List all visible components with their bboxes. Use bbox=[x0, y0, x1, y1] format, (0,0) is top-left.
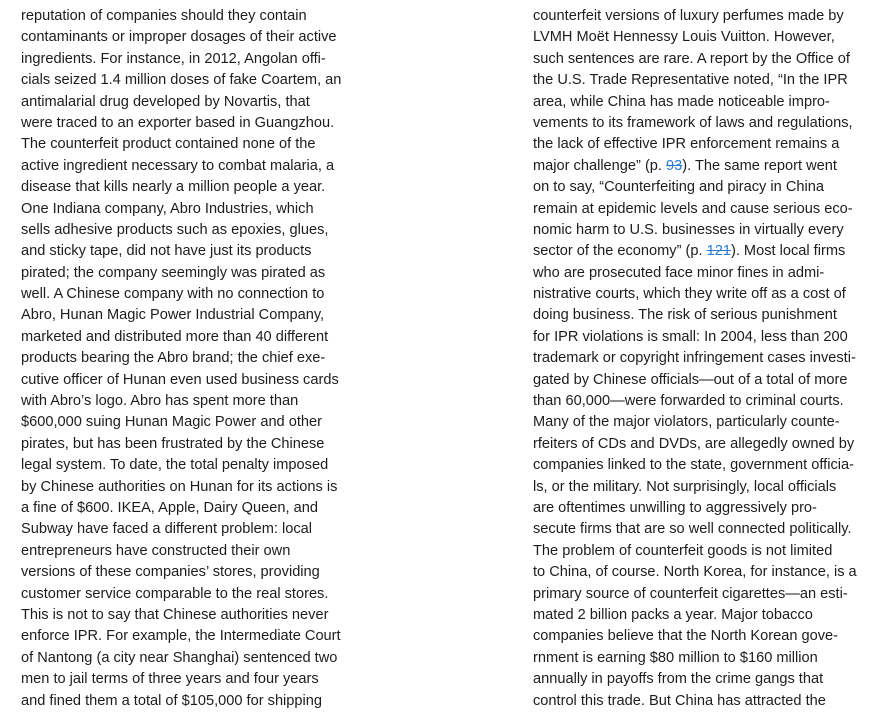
text-line: rnment is earning $80 million to $160 million bbox=[533, 649, 818, 666]
text-line: Subway have faced a different problem: local bbox=[21, 521, 312, 538]
text-line: rfeiters of CDs and DVDs, are allegedly owned by bbox=[533, 435, 855, 452]
text-line: well. A Chinese company with no connection to bbox=[21, 286, 325, 303]
text-line: nistrative courts, which they write off as a cost of bbox=[533, 286, 846, 303]
text-line: entrepreneurs have constructed their own bbox=[21, 542, 291, 559]
text-line: marketed and distributed more than 40 different bbox=[21, 328, 329, 345]
text-line: Abro, Hunan Magic Power Industrial Company, bbox=[21, 307, 325, 324]
text-line: mated 2 billion packs a year. Major tobacco bbox=[533, 606, 813, 623]
text-line: trademark or copyright infringement cases investi- bbox=[533, 350, 856, 367]
text-line: the lack of effective IPR enforcement remains a bbox=[533, 136, 840, 153]
text-line: contaminants or improper dosages of their active bbox=[21, 29, 337, 46]
text-line: a fine of $600. IKEA, Apple, Dairy Queen, and bbox=[21, 499, 318, 516]
text-line: than 60,000—were forwarded to criminal courts. bbox=[533, 393, 844, 410]
text-line: by Chinese authorities on Hunan for its actions is bbox=[21, 478, 338, 495]
text-line: vements to its framework of laws and regulations, bbox=[533, 114, 853, 131]
text-line: to China, of course. North Korea, for instance, is a bbox=[533, 564, 857, 581]
text-segment: major challenge” (p. bbox=[533, 157, 667, 174]
text-line: This is not to say that Chinese authorities never bbox=[21, 606, 329, 623]
text-line: legal system. To date, the total penalty imposed bbox=[21, 457, 329, 474]
text-line: were traced to an exporter based in Guangzhou. bbox=[21, 114, 335, 131]
text-line: primary source of counterfeit cigarettes—an esti- bbox=[533, 585, 848, 602]
text-line: are oftentimes unwilling to aggressively pro- bbox=[533, 499, 817, 516]
page-reference-link[interactable]: 93 bbox=[666, 157, 683, 174]
text-line: with Abro’s logo. Abro has spent more than bbox=[21, 393, 299, 410]
text-line: ingredients. For instance, in 2012, Angolan offi- bbox=[21, 50, 326, 67]
text-line: Many of the major violators, particularly counte- bbox=[533, 414, 840, 431]
text-line: sells adhesive products such as epoxies, glues, bbox=[21, 221, 329, 238]
text-line: antimalarial drug developed by Novartis, that bbox=[21, 93, 310, 110]
text-line: counterfeit versions of luxury perfumes made by bbox=[533, 8, 844, 24]
text-line: on to say, “Counterfeiting and piracy in China bbox=[533, 179, 824, 196]
text-line: cutive officer of Hunan even used business cards bbox=[21, 371, 339, 388]
page-reference-link[interactable]: 121 bbox=[706, 243, 731, 260]
text-line: secute firms that are so well connected politically. bbox=[533, 521, 852, 538]
text-line: One Indiana company, Abro Industries, which bbox=[21, 200, 314, 217]
text-line: control this trade. But China has attracted the bbox=[533, 692, 826, 709]
text-line: The problem of counterfeit goods is not limited bbox=[533, 542, 833, 559]
left-text-column bbox=[21, 6, 361, 712]
right-text-column bbox=[533, 6, 873, 712]
text-line: LVMH Moët Hennessy Louis Vuitton. However, bbox=[533, 29, 835, 46]
text-line: cials seized 1.4 million doses of fake Coartem, an bbox=[21, 72, 342, 89]
text-line: companies linked to the state, government officia- bbox=[533, 457, 854, 474]
text-line: nomic harm to U.S. businesses in virtually every bbox=[533, 221, 844, 238]
text-line: and fined them a total of $105,000 for shipping bbox=[21, 692, 323, 709]
text-line: pirated; the company seemingly was pirated as bbox=[21, 264, 326, 281]
text-line: remain at epidemic levels and cause serious eco- bbox=[533, 200, 853, 217]
text-line-with-reference bbox=[533, 241, 873, 262]
text-line: ls, or the military. Not surprisingly, local officials bbox=[533, 478, 837, 495]
text-line: gated by Chinese officials—out of a total of more bbox=[533, 371, 848, 388]
text-line: annually in payoffs from the crime gangs that bbox=[533, 671, 824, 688]
text-line: reputation of companies should they contain bbox=[21, 8, 307, 24]
text-line: customer service comparable to the real stores. bbox=[21, 585, 329, 602]
text-line: companies believe that the North Korean gove- bbox=[533, 628, 839, 645]
text-line: men to jail terms of three years and four years bbox=[21, 671, 319, 688]
text-line: and sticky tape, did not have just its products bbox=[21, 243, 312, 260]
text-line: versions of these companies’ stores, providing bbox=[21, 564, 320, 581]
text-line: disease that kills nearly a million people a year. bbox=[21, 179, 326, 196]
text-line: pirates, but has been frustrated by the Chinese bbox=[21, 435, 325, 452]
text-line: active ingredient necessary to combat malaria, a bbox=[21, 157, 335, 174]
text-line: of Nantong (a city near Shanghai) sentenced two bbox=[21, 649, 338, 666]
text-segment: ). The same report went bbox=[682, 157, 837, 174]
text-line-with-reference bbox=[533, 156, 873, 177]
text-line: area, while China has made noticeable impro- bbox=[533, 93, 830, 110]
text-segment: ). Most local firms bbox=[730, 243, 846, 260]
text-line: $600,000 suing Hunan Magic Power and other bbox=[21, 414, 322, 431]
text-line: enforce IPR. For example, the Intermediate Court bbox=[21, 628, 341, 645]
text-line: The counterfeit product contained none of the bbox=[21, 136, 316, 153]
text-line: such sentences are rare. A report by the Office of bbox=[533, 50, 850, 67]
text-line: the U.S. Trade Representative noted, “In the IPR bbox=[533, 72, 848, 89]
text-line: doing business. The risk of serious punishment bbox=[533, 307, 837, 324]
text-segment: sector of the economy” (p. bbox=[533, 243, 707, 260]
text-line: for IPR violations is small: In 2004, less than 200 bbox=[533, 328, 848, 345]
text-line: products bearing the Abro brand; the chief exe- bbox=[21, 350, 326, 367]
text-line: who are prosecuted face minor fines in admi- bbox=[533, 264, 825, 281]
